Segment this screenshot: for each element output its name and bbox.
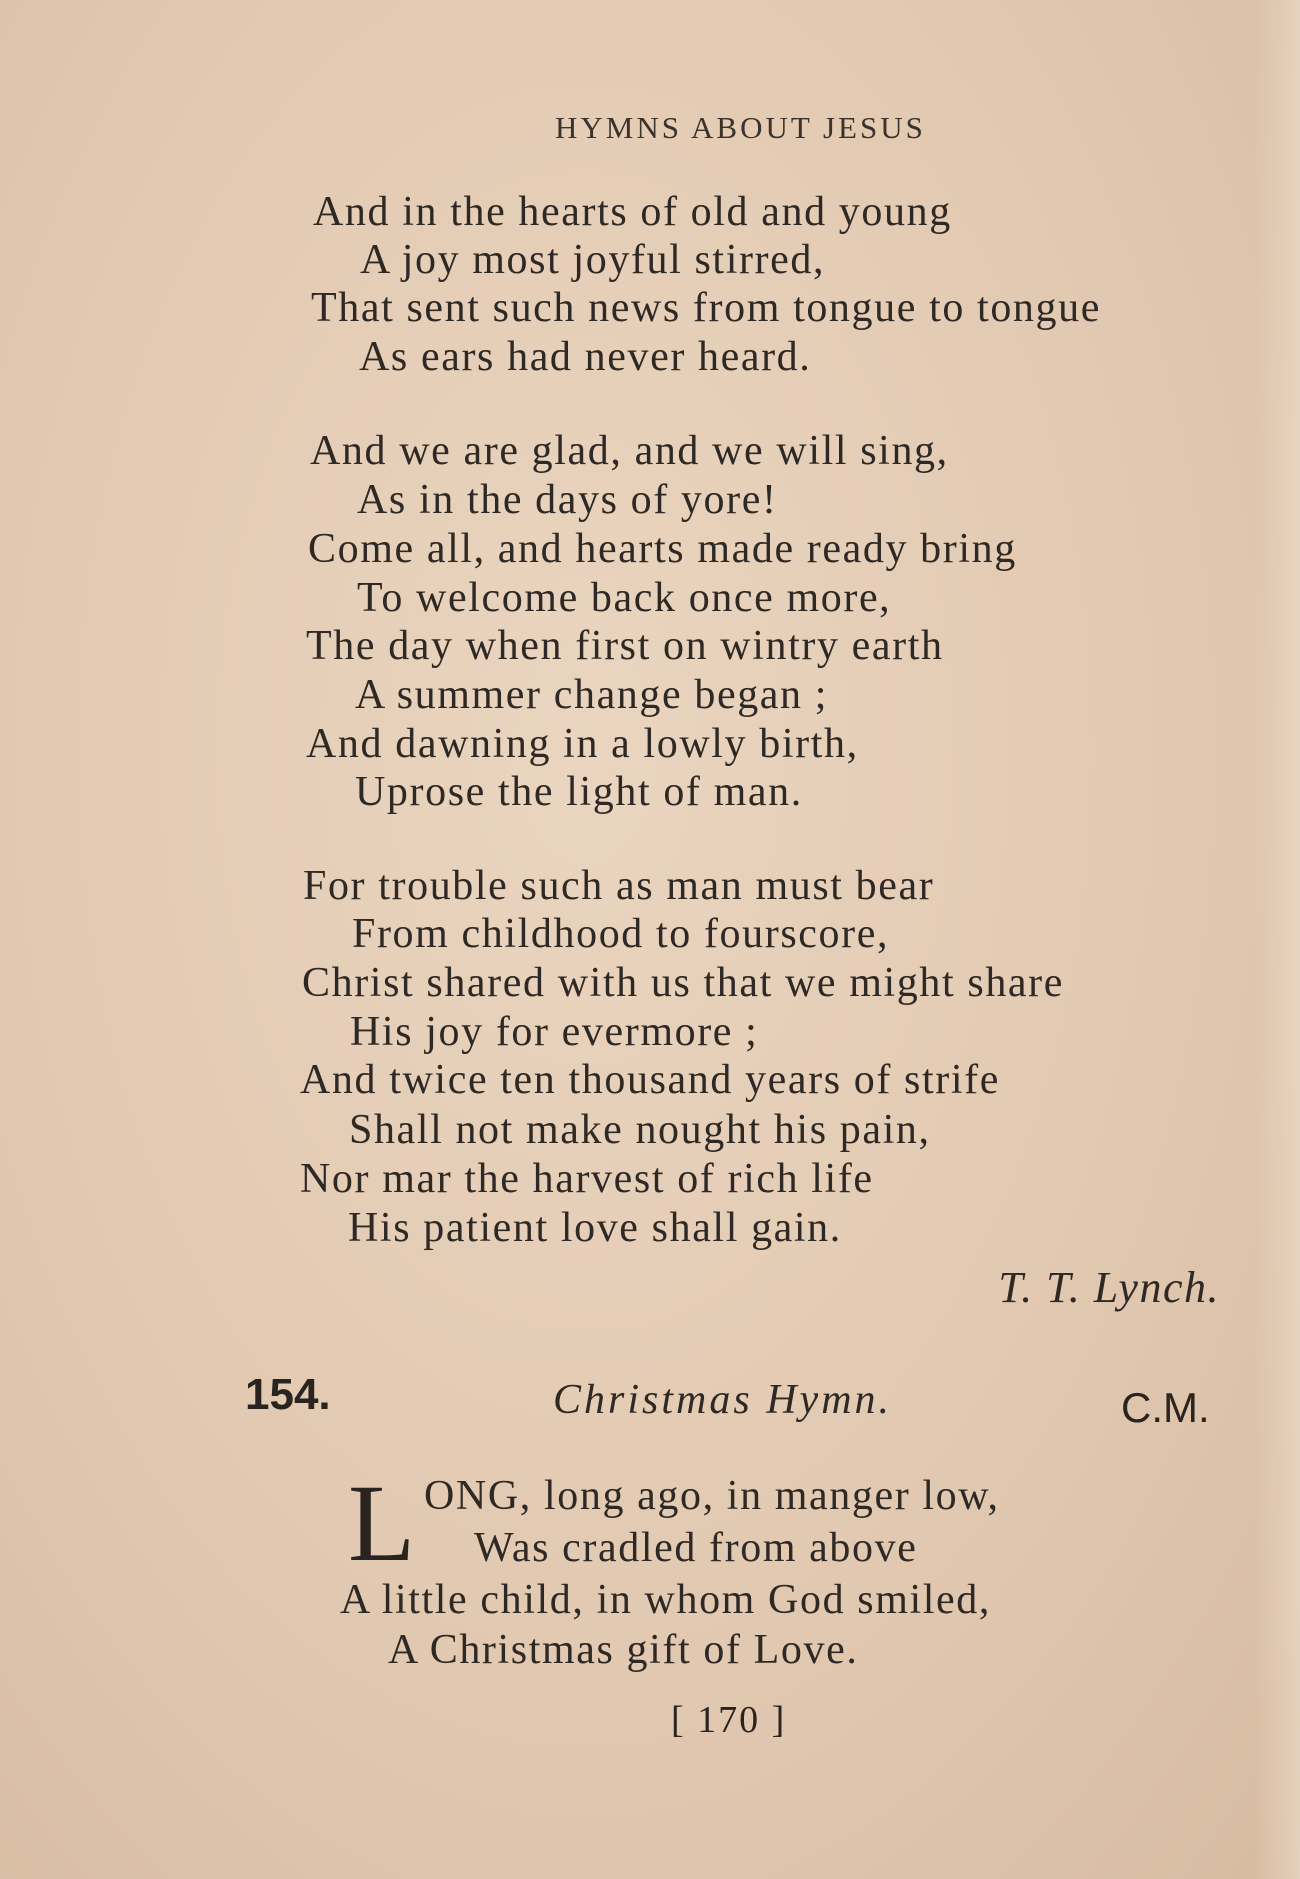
verse-line: Shall not make nought his pain,	[349, 1107, 931, 1153]
verse-line: That sent such news from tongue to tongue	[311, 285, 1101, 331]
verse-line: As in the days of yore!	[357, 477, 778, 523]
verse-line: His patient love shall gain.	[348, 1205, 842, 1251]
verse-line: Nor mar the harvest of rich life	[300, 1156, 874, 1202]
verse-line: And dawning in a lowly birth,	[306, 721, 859, 767]
page-edge-shading	[1254, 0, 1300, 1879]
verse-line: The day when first on wintry earth	[306, 623, 944, 669]
verse-line: A little child, in whom God smiled,	[340, 1577, 991, 1623]
verse-line: From childhood to fourscore,	[352, 911, 890, 957]
verse-line: A joy most joyful stirred,	[360, 237, 826, 283]
hymn-meter: C.M.	[1121, 1384, 1210, 1431]
verse-line: And we are glad, and we will sing,	[310, 428, 949, 474]
verse-line: A Christmas gift of Love.	[388, 1627, 859, 1673]
verse-line: ONG, long ago, in manger low,	[424, 1473, 1000, 1519]
verse-line: Come all, and hearts made ready bring	[308, 526, 1017, 572]
verse-line: Uprose the light of man.	[355, 769, 803, 815]
hymn-title: Christmas Hymn.	[553, 1377, 893, 1423]
verse-line: To welcome back once more,	[357, 575, 892, 621]
verse-line: And twice ten thousand years of strife	[300, 1057, 1000, 1103]
hymn-number: 154.	[245, 1370, 331, 1419]
page-number: [ 170 ]	[671, 1699, 787, 1741]
verse-line: For trouble such as man must bear	[303, 863, 935, 909]
running-head: HYMNS ABOUT JESUS	[555, 110, 926, 145]
verse-line: And in the hearts of old and young	[313, 189, 952, 235]
verse-line: Christ shared with us that we might share	[302, 960, 1064, 1006]
verse-line: Was cradled from above	[474, 1525, 918, 1571]
verse-line: As ears had never heard.	[359, 334, 812, 380]
verse-line: His joy for evermore ;	[350, 1009, 759, 1055]
author-attribution: T. T. Lynch.	[998, 1263, 1220, 1312]
verse-line: A summer change began ;	[355, 672, 829, 718]
drop-cap: L	[348, 1462, 416, 1584]
